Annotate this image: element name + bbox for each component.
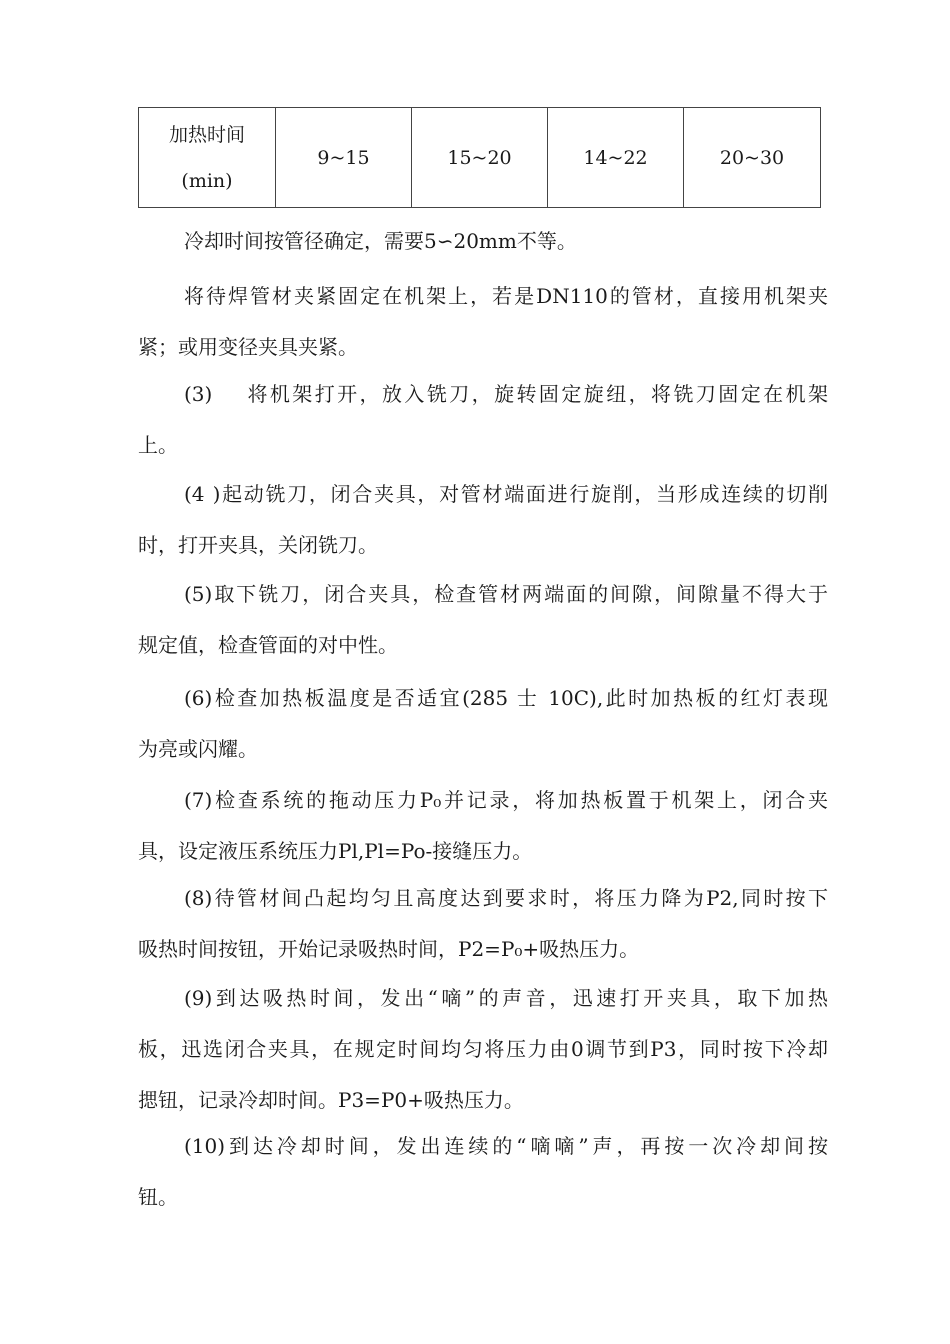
paragraph-step-5 xyxy=(138,569,828,671)
paragraph-line: 钮。 xyxy=(138,1185,178,1209)
paragraph-line: (8)待管材间凸起均匀且高度达到要求时，将压力降为P2,同时按下 xyxy=(184,886,828,910)
table-cell: 15~20 xyxy=(412,108,548,208)
table-header-cell xyxy=(139,108,276,208)
paragraph-step-6 xyxy=(138,673,828,775)
paragraph-step-8 xyxy=(138,873,828,975)
paragraph-step-10 xyxy=(138,1121,828,1223)
paragraph-line: 将待焊管材夹紧固定在机架上，若是DN110的管材，直接用机架夹 xyxy=(184,284,828,308)
paragraph-line: (3) 将机架打开，放入铣刀，旋转固定旋纽，将铣刀固定在机架 xyxy=(184,382,828,406)
table-cell: 20~30 xyxy=(684,108,821,208)
header-label: 加热时间 xyxy=(168,123,245,146)
heating-time-table xyxy=(138,107,821,208)
paragraph-clamp-pipe xyxy=(138,271,828,373)
table-cell: 9~15 xyxy=(276,108,412,208)
paragraph-line: 上。 xyxy=(138,433,178,457)
paragraph-line: (5)取下铣刀，闭合夹具，检查管材两端面的间隙，间隙量不得大于 xyxy=(184,582,828,606)
table-row xyxy=(139,108,821,208)
paragraph-line: 时，打开夹具，关闭铣刀。 xyxy=(138,533,378,557)
paragraph-line: 冷却时间按管径确定，需要5∽20mm不等。 xyxy=(184,229,577,253)
paragraph-line: 规定值，检查管面的对中性。 xyxy=(138,633,398,657)
paragraph-line: (7)检查系统的拖动压力P₀并记录，将加热板置于机架上，闭合夹 xyxy=(184,788,828,812)
paragraph-step-9 xyxy=(138,973,828,1126)
paragraph-line: 揌钮，记录冷却时间。P3=P0+吸热压力。 xyxy=(138,1088,524,1112)
paragraph-line: 吸热时间按钮，开始记录吸热时间，P2=P₀+吸热压力。 xyxy=(138,937,640,961)
paragraph-step-3 xyxy=(138,369,828,471)
paragraph-line: (4 )起动铣刀，闭合夹具，对管材端面进行旋削，当形成连续的切削 xyxy=(184,482,828,506)
paragraph-line: (10)到达冷却时间，发出连续的“嘀嘀”声，再按一次冷却间按 xyxy=(184,1134,828,1158)
paragraph-step-7 xyxy=(138,775,828,877)
paragraph-line: (6)检查加热板温度是否适宜(285 士 10C),此时加热板的红灯表现 xyxy=(184,686,828,710)
paragraph-line: 具，设定液压系统压力Pl,Pl=Po-接缝压力。 xyxy=(138,839,533,863)
paragraph-cooling-time xyxy=(138,216,828,267)
paragraph-step-4 xyxy=(138,469,828,571)
paragraph-line: 紧；或用变径夹具夹紧。 xyxy=(138,335,358,359)
header-unit: (min) xyxy=(181,169,233,192)
table-cell: 14~22 xyxy=(548,108,684,208)
paragraph-line: 板，迅选闭合夹具，在规定时间均匀将压力由0调节到P3，同时按下冷却 xyxy=(138,1037,828,1061)
paragraph-line: (9)到达吸热时间，发出“嘀”的声音，迅速打开夹具，取下加热 xyxy=(184,986,828,1010)
paragraph-line: 为亮或闪耀。 xyxy=(138,737,258,761)
